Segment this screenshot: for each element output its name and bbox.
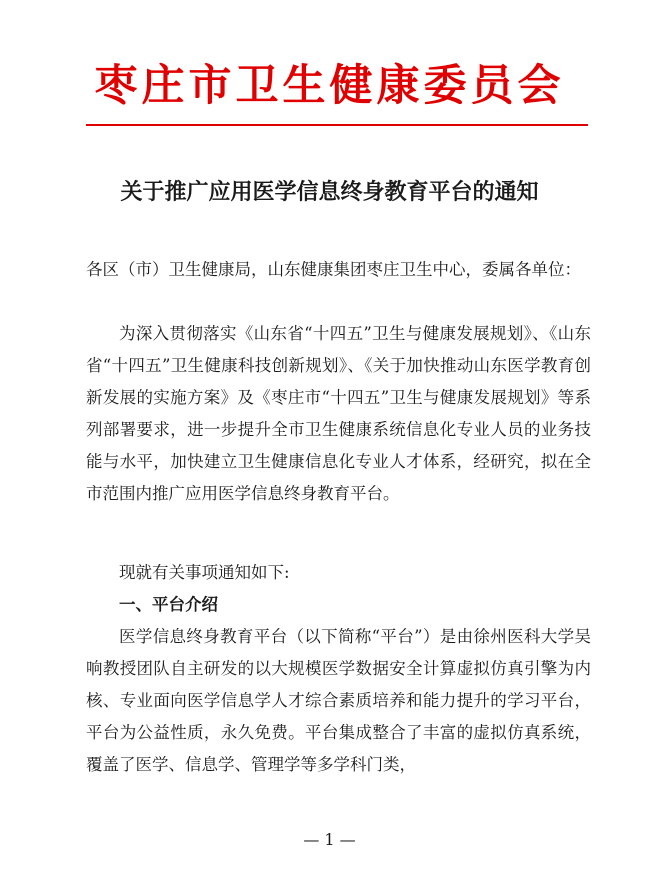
section-heading: 一、平台介绍 — [119, 595, 218, 614]
page-number: — 1 — — [303, 830, 356, 849]
section-paragraph: 医学信息终身教育平台（以下简称“平台”）是由徐州医科大学吴响教授团队自主研发的以大规模医学数据安全计算虚拟仿真引擎为内核、专业面向医学信息学人才综合素质培养和能力提升的学习平台，平台为公益性质，永久免费。平台集成整合了丰富的虚拟仿真系统，覆盖了医学、信息学、管理学等多学科门类， — [86, 627, 591, 774]
header-red-rule — [86, 124, 588, 126]
salutation: 各区（市）卫生健康局，山东健康集团枣庄卫生中心，委属各单位： — [86, 260, 581, 279]
body-paragraph-2: 现就有关事项通知如下: — [119, 563, 290, 582]
document-title: 关于推广应用医学信息终身教育平台的通知 — [120, 179, 539, 205]
body-paragraph-1: 为深入贯彻落实《山东省“十四五”卫生与健康发展规划》、《山东省“十四五”卫生健康科技创新规划》、《关于加快推动山东医学教育创新发展的实施方案》及《枣庄市“十四五”卫生与健康发展规划》等系列部署要求，进一步提升全市卫生健康系统信息化专业人员的业务技能与水平，加快建立卫生健康信息化专业人才体系，经研究，拟在全市范围内推广应用医学信息终身教育平台。 — [86, 324, 591, 503]
org-header-title: 枣庄市卫生健康委员会 — [94, 61, 565, 111]
